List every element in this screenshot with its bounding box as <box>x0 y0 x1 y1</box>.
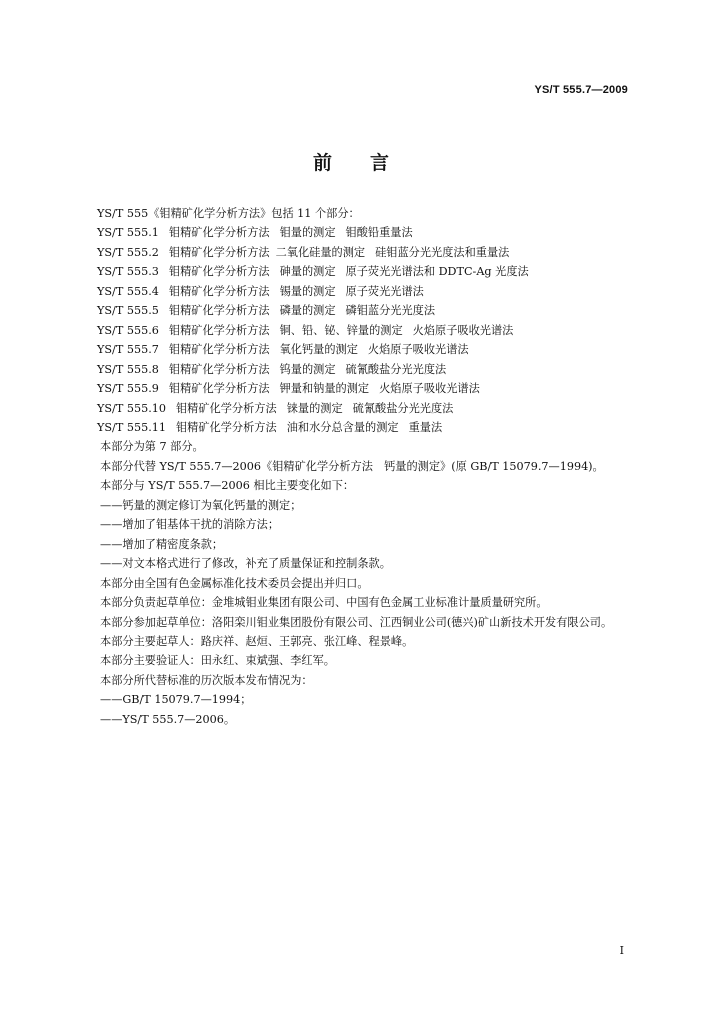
intro-line: YS/T 555《钼精矿化学分析方法》包括 11 个部分： <box>97 207 360 220</box>
changes-intro: 本部分与 YS/T 555.7—2006 相比主要变化如下： <box>100 479 355 493</box>
history-intro: 本部分所代替标准的历次版本发布情况为： <box>100 673 313 687</box>
list-item: ——增加了钼基体干扰的消除方法； <box>100 518 280 532</box>
participating-units-line: 本部分参加起草单位：洛阳栾川钼业集团股份有限公司、江西铜业公司(德兴)矿山新技术开发有限公司。 <box>100 615 613 629</box>
list-item: ——对文本格式进行了修改，补充了质量保证和控制条款。 <box>100 557 391 571</box>
list-item: ——增加了精密度条款； <box>100 537 224 551</box>
drafters-line: 本部分主要起草人：路庆祥、赵烜、王郭亮、张江峰、程景峰。 <box>100 634 414 648</box>
parts-list <box>76 223 636 437</box>
page-title: 前言 <box>312 152 427 174</box>
document-body <box>76 204 636 729</box>
list-item: ——钙量的测定修订为氧化钙量的测定； <box>100 498 302 512</box>
standard-number: YS/T 555.7—2009 <box>534 84 628 96</box>
replaces-line: 本部分代替 YS/T 555.7—2006《钼精矿化学分析方法 钙量的测定》(原 GB/T 15079.7—1994)。 <box>100 459 604 473</box>
history-list <box>76 690 636 729</box>
proposer-line: 本部分由全国有色金属标准化技术委员会提出并归口。 <box>100 576 369 590</box>
list-item: ——YS/T 555.7—2006。 <box>100 712 236 726</box>
this-part-line: 本部分为第 7 部分。 <box>100 440 204 454</box>
list-item: YS/T 555.10 钼精矿化学分析方法 铼量的测定 硫氰酸盐分光光度法 <box>97 401 454 415</box>
list-item: YS/T 555.1 钼精矿化学分析方法 钼量的测定 钼酸铅重量法 <box>97 226 413 240</box>
verifiers-line: 本部分主要验证人：田永红、束斌强、李红军。 <box>100 654 335 668</box>
list-item: YS/T 555.11 钼精矿化学分析方法 油和水分总含量的测定 重量法 <box>97 420 443 434</box>
list-item: YS/T 555.9 钼精矿化学分析方法 钾量和钠量的测定 火焰原子吸收光谱法 <box>97 382 480 396</box>
list-item: YS/T 555.2 钼精矿化学分析方法 二氧化硅量的测定 硅钼蓝分光光度法和重量法 <box>97 245 510 259</box>
list-item: YS/T 555.3 钼精矿化学分析方法 砷量的测定 原子荧光光谱法和 DDTC-Ag 光度法 <box>97 265 529 279</box>
list-item: YS/T 555.6 钼精矿化学分析方法 铜、铅、铋、锌量的测定 火焰原子吸收光谱法 <box>97 323 514 337</box>
page-number: I <box>619 944 624 957</box>
list-item: YS/T 555.8 钼精矿化学分析方法 钨量的测定 硫氰酸盐分光光度法 <box>97 362 447 376</box>
list-item: ——GB/T 15079.7—1994； <box>100 693 252 707</box>
drafting-unit-line: 本部分负责起草单位：金堆城钼业集团有限公司、中国有色金属工业标准计量质量研究所。 <box>100 596 548 610</box>
list-item: YS/T 555.5 钼精矿化学分析方法 磷量的测定 磷钼蓝分光光度法 <box>97 304 436 318</box>
changes-list <box>76 496 636 574</box>
list-item: YS/T 555.7 钼精矿化学分析方法 氧化钙量的测定 火焰原子吸收光谱法 <box>97 343 469 357</box>
list-item: YS/T 555.4 钼精矿化学分析方法 锡量的测定 原子荧光光谱法 <box>97 284 424 298</box>
